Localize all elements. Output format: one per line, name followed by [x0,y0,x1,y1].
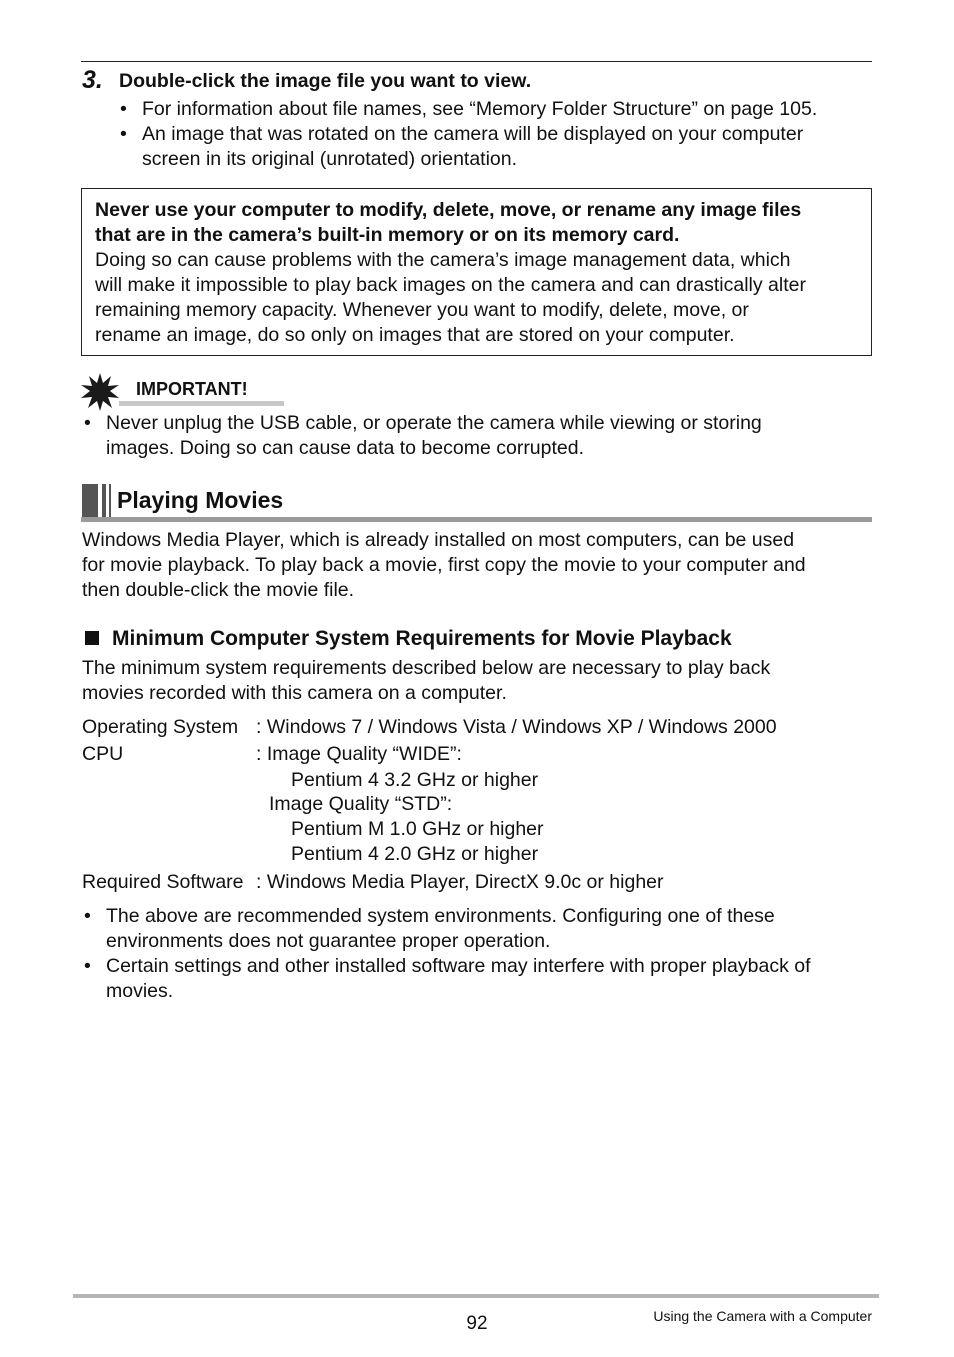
spec-value-cpu: Pentium M 1.0 GHz or higher [291,818,544,840]
important-label: IMPORTANT! [136,379,248,399]
list-item [84,904,775,929]
paragraph-line: for movie playback. To play back a movie, first copy the movie to your computer and [82,554,806,576]
paragraph-line: then double-click the movie file. [82,579,355,601]
spec-value-cpu: Pentium 4 3.2 GHz or higher [291,769,539,791]
section-marker [82,484,98,519]
list-item-text: An image that was rotated on the camera will be displayed on your computer [142,123,804,145]
warning-text-line: will make it impossible to play back images on the camera and can drastically alter [95,274,806,296]
list-item [84,954,811,979]
bullet-icon: • [84,412,91,434]
warning-text-line: rename an image, do so only on images that are stored on your computer. [95,324,735,346]
paragraph-line: Windows Media Player, which is already installed on most computers, can be used [82,529,795,551]
list-item-continuation: images. Doing so can cause data to become corrupted. [106,437,585,459]
top-rule [81,61,872,62]
footer-chapter: Using the Camera with a Computer [653,1308,872,1324]
paragraph-line: movies recorded with this camera on a computer. [82,682,507,704]
spec-value-cpu: Pentium 4 2.0 GHz or higher [291,843,539,865]
spec-value-software: : Windows Media Player, DirectX 9.0c or higher [256,871,664,893]
list-item [84,411,762,436]
paragraph-line: The minimum system requirements described below are necessary to play back [82,657,771,679]
bullet-icon: • [84,955,91,977]
spec-label-cpu: CPU [82,743,124,765]
footer-rule [73,1294,879,1298]
list-item [120,97,817,122]
bullet-icon: • [120,123,127,145]
page-number: 92 [466,1313,488,1334]
spec-value-cpu: : Image Quality “WIDE”: [256,743,462,765]
list-item-text: The above are recommended system environments. Configuring one of these [106,905,775,927]
subsection-title: Minimum Computer System Requirements for Movie Playback [112,627,732,650]
spec-label-software: Required Software [82,871,244,893]
list-item-continuation: movies. [106,980,174,1002]
square-bullet-icon [85,631,99,645]
important-underline [119,401,284,406]
burst-icon [81,373,119,411]
warning-box [81,188,872,356]
section-marker [109,484,111,519]
section-marker [102,484,106,519]
list-item-text: Certain settings and other installed software may interfere with proper playback of [106,955,811,977]
step-title: Double-click the image file you want to view. [119,70,532,92]
warning-bold-line: Never use your computer to modify, delete, move, or rename any image files [95,199,802,221]
list-item-continuation: screen in its original (unrotated) orientation. [142,148,518,170]
warning-text-line: Doing so can cause problems with the camera’s image management data, which [95,249,791,271]
section-title: Playing Movies [117,487,284,513]
spec-label-os: Operating System [82,716,239,738]
spec-value-os: : Windows 7 / Windows Vista / Windows XP / Windows 2000 [256,716,777,738]
list-item-text: For information about file names, see “Memory Folder Structure” on page 105. [142,98,818,120]
step-number: 3. [82,66,103,94]
list-item-continuation: environments does not guarantee proper operation. [106,930,551,952]
section-rule [81,517,872,522]
list-item [120,122,803,147]
spec-value-cpu: Image Quality “STD”: [269,793,453,815]
bullet-icon: • [84,905,91,927]
warning-bold-line: that are in the camera’s built-in memory or on its memory card. [95,224,680,246]
list-item-text: Never unplug the USB cable, or operate the camera while viewing or storing [106,412,762,434]
warning-text-line: remaining memory capacity. Whenever you want to modify, delete, move, or [95,299,749,321]
bullet-icon: • [120,98,127,120]
